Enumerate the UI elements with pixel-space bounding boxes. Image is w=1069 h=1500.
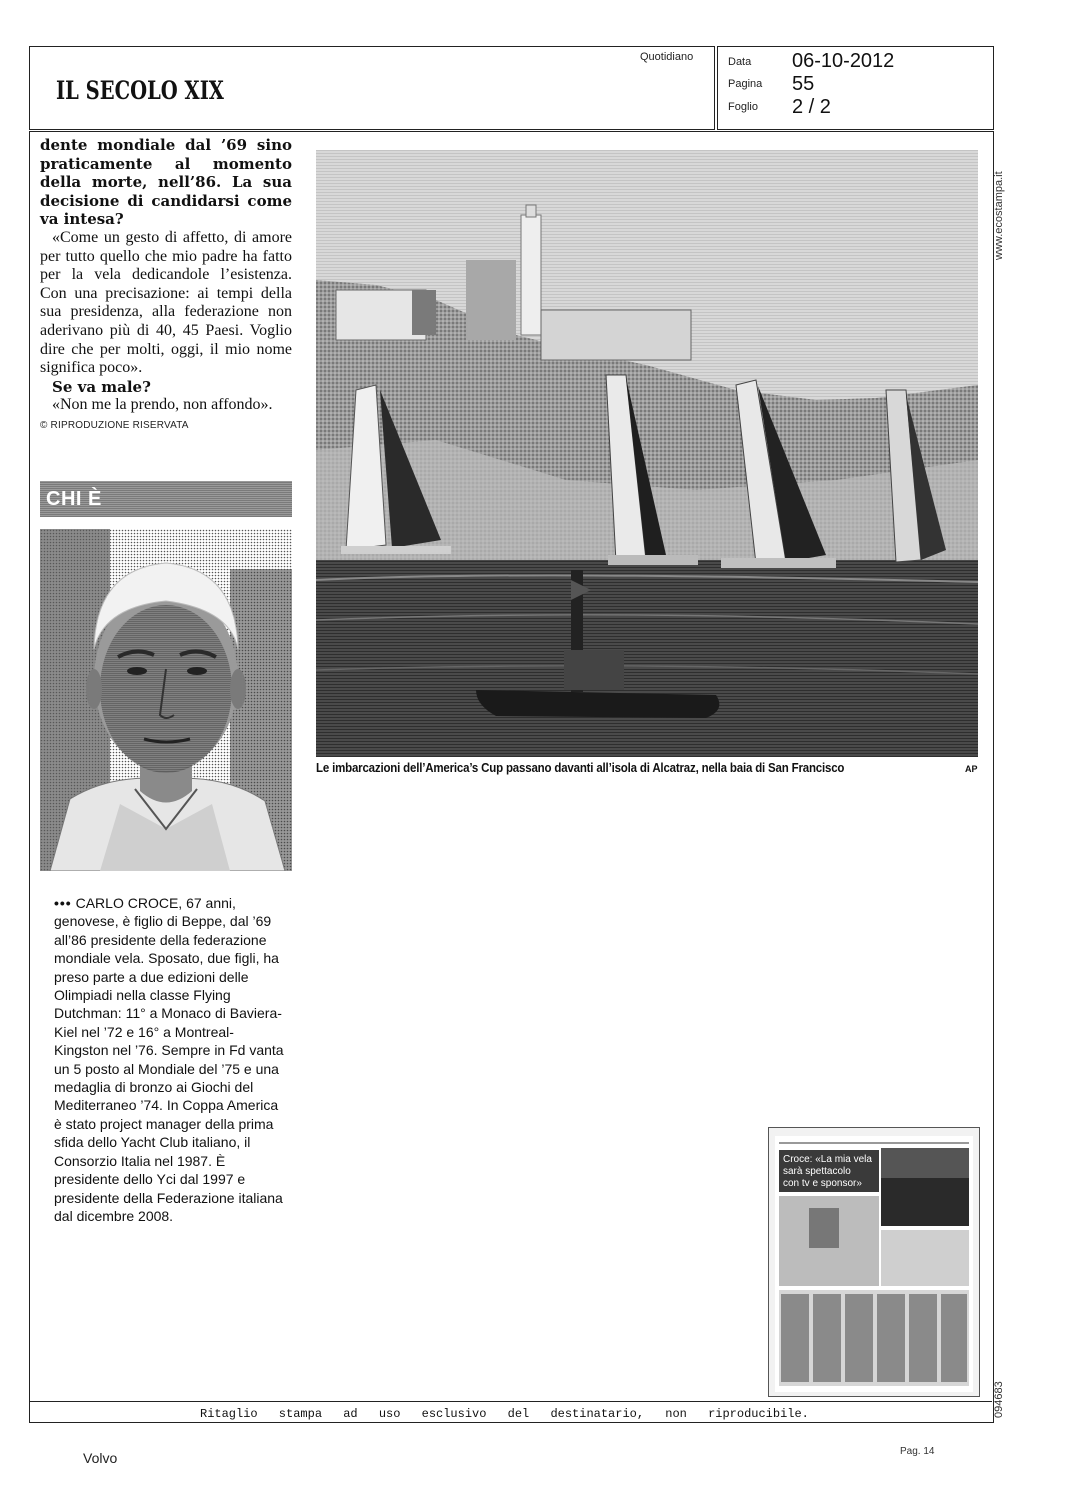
side-code-text: 094683 bbox=[993, 1381, 1005, 1418]
clipping-metadata bbox=[717, 46, 994, 130]
interview-question: dente mondiale dal ’69 sino praticamente al momento della morte, nell’86. La sua decisione di candidarsi come va intesa? bbox=[40, 136, 292, 229]
page-value: 55 bbox=[792, 73, 815, 95]
client-name: Volvo bbox=[83, 1450, 118, 1466]
profile-bio bbox=[54, 894, 284, 1225]
page-thumbnail bbox=[768, 1127, 980, 1397]
profile-header bbox=[40, 481, 292, 517]
bio-text: CARLO CROCE, 67 anni, genovese, è figlio di Beppe, dal ’69 all’86 presidente della federazione mondiale vela. Sposato, due figli, ha preso parte a due edizioni delle Olimpiadi nella classe Flying Dutchman: 11° a Monaco di Baviera-Kiel nel ’72 e 16° a Montreal-Kingston nel ’76. Sempre in Fd vanta un 5 posto al Mondiale del ’75 e una medaglia di bronzo ai Giochi del Mediterraneo ’74. In Coppa America è stato project manager della prima sfida dello Yacht Club italiano, il Consorzio Italia nel 1987. È presidente dello Yci dal 1997 e presidente della Federazione italiana dal dicembre 2008. bbox=[54, 895, 284, 1224]
side-url bbox=[993, 150, 1009, 260]
side-code bbox=[993, 1368, 1009, 1418]
page-label: Pagina bbox=[728, 78, 763, 90]
date-value: 06-10-2012 bbox=[792, 50, 895, 72]
interview-answer: «Come un gesto di affetto, di amore per tutto quello che mio padre ha fatto per la vela dedicandole l’esistenza. Con una precisazione: ai tempi della sua presidenza, alla federazione non aderivano più di 40, 45 Paesi. Voglio dire che per molti, oggi, il mio nome significa poco». bbox=[40, 228, 292, 377]
interview-question: Se va male? bbox=[52, 377, 151, 396]
bio-bullet: ••• bbox=[54, 895, 72, 911]
thumb-headline: Croce: «La mia vela bbox=[783, 1154, 872, 1165]
profile-title: CHI È bbox=[46, 488, 102, 510]
usage-notice: Ritaglio stampa ad uso esclusivo del destinatario, non riproducibile. bbox=[200, 1407, 809, 1421]
copyright-notice: © RIPRODUZIONE RISERVATA bbox=[40, 419, 189, 431]
svg-text:sarà spettacolo: sarà spettacolo bbox=[783, 1166, 851, 1177]
svg-text:con tv e sponsor»: con tv e sponsor» bbox=[783, 1178, 862, 1189]
sheet-label: Foglio bbox=[728, 101, 758, 113]
photo-credit: AP bbox=[965, 764, 978, 774]
article-text bbox=[40, 136, 292, 436]
americas-cup-photo bbox=[316, 150, 978, 757]
interview-answer: «Non me la prendo, non affondo». bbox=[52, 396, 273, 414]
portrait-photo bbox=[40, 529, 292, 871]
sheet-value: 2 / 2 bbox=[792, 96, 831, 118]
photo-caption: Le imbarcazioni dell’America’s Cup passano davanti all’isola di Alcatraz, nella baia di San Francisco bbox=[316, 761, 845, 775]
date-label: Data bbox=[728, 56, 752, 68]
newspaper-logo: IL SECOLO XIX bbox=[56, 76, 224, 105]
side-url-text: www.ecostampa.it bbox=[993, 171, 1005, 260]
page-number: Pag. 14 bbox=[900, 1446, 935, 1457]
publication-type: Quotidiano bbox=[640, 51, 694, 63]
